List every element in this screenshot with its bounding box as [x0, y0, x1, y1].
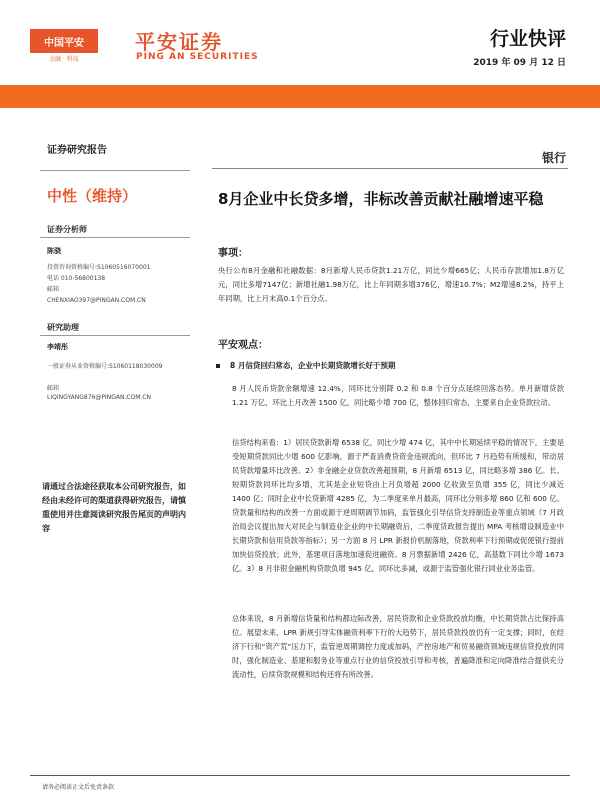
logo-subtitle: 金融 · 科技 — [49, 56, 79, 63]
analyst-email-label: 邮箱 — [47, 286, 60, 293]
views-heading: 平安观点： — [218, 340, 268, 351]
analyst-contact — [47, 262, 150, 306]
key-point-text: 8 月信贷回归常态，企业中长期贷款增长好于预期 — [230, 361, 396, 370]
report-type: 行业快评 — [489, 28, 566, 50]
footer-disclaimer: 请务必阅读正文后免责条款 — [42, 784, 115, 791]
industry-label: 银行 — [541, 151, 566, 165]
assistant-email-label: 邮箱 — [47, 385, 60, 392]
events-heading: 事项： — [218, 248, 248, 259]
report-category: 证券研究报告 — [47, 145, 107, 156]
sidebar-divider — [40, 170, 190, 171]
rating-badge: 中性（维持） — [47, 187, 138, 205]
sidebar-disclaimer: 请通过合法途径获取本公司研究报告，如经由未经许可的渠道获得研究报告，请慎重使用并注意阅读研究报告尾页的声明内容 — [42, 482, 186, 533]
brand-name-cn: 平安证券 — [135, 30, 223, 54]
footer-divider — [30, 775, 570, 776]
assistant-heading: 研究助理 — [47, 323, 79, 332]
assistant-license: 一般证券从业资格编号:S1060118030009 — [47, 363, 163, 370]
body-paragraph: 信贷结构来看：1）居民贷款新增 6538 亿，同比少增 474 亿，其中中长期延续平稳的情况下，主要是受短期贷款同比少增 600 亿影响，源于严查消费贷资金违规流向，但环比 7 月趋势有所缓和，带动居民贷款增量环比改善。2）非金融企业贷款改善超预期，8 月新增 6513 亿，同比略多增 386 亿。长、短期贷款同环比均多增，尤其是企业短贷由上月负增超 2000 亿收敛至负增 355 亿，同比少减近 1400 亿；同时企业中长贷新增 4285 亿，为二季度来单月最高，同环比分别多增 860 亿和 600 亿。贷款量和结构的改善一方面或源于逆周期调节加码，监管强化引导信贷支持制造业等重点领域（7 月政治局会议提出加大对民企与制造业企业的中长期融资后，二季度货政报告提出 MPA 考核增设制造业中长期贷款和信用贷款等指标）；另一方面 8 月 LPR 新报价机制落地，贷款利率下行预期或促使银行提前加快信贷投放；此外，基建项目落地加速促进融资。8 月票据新增 2426 亿，高基数下同比少增 1673 亿。3）8 月非银金融机构贷款负增 945 亿，同环比多减，或源于监管强化银行同业业务监管。 — [232, 438, 564, 573]
sidebar-divider — [40, 335, 190, 336]
assistant-name: 李靖彤 — [47, 343, 68, 351]
analyst-email[interactable]: CHENXIAO397@PINGAN.COM.CN — [47, 297, 146, 304]
key-point — [216, 360, 395, 371]
analyst-heading: 证券分析师 — [47, 225, 87, 234]
page-title: 8月企业中长贷多增，非标改善贡献社融增速平稳 — [218, 190, 544, 208]
analyst-license: 投资咨询资格编号:S1060516070001 — [47, 264, 151, 271]
pingan-group-logo: 中国平安 — [30, 29, 98, 53]
analyst-phone: 电话 010-56800138 — [47, 275, 106, 282]
body-paragraph: 8 月人民币贷款余额增速 12.4%，同环比分别降 0.2 和 0.8 个百分点延续回落态势。单月新增贷款 1.21 万亿，环比上月改善 1500 亿，同比略少增 700 亿，整体回归常态，主要来自企业贷款拉动。 — [232, 384, 564, 407]
bullet-icon — [216, 364, 220, 368]
assistant-email[interactable]: LIQINGYANG876@PINGAN.COM.CN — [47, 394, 152, 401]
main-divider — [212, 168, 568, 169]
report-date: 2019 年 09 月 12 日 — [473, 58, 566, 68]
sidebar-divider — [40, 237, 190, 238]
header-accent-bar — [0, 85, 600, 108]
brand-name-en: PING AN SECURITIES — [136, 52, 259, 62]
events-paragraph: 央行公布8月金融和社融数据：8月新增人民币贷款1.21万亿，同比少增665亿；人民币存款增加1.8万亿元，同比多增7147亿；新增社融1.98万亿，比上年同期多增376亿，增速10.7%；M2增速8.2%，持平上年同期，比上月末高0.1个百分点。 — [218, 266, 564, 303]
body-paragraph: 总体来说，8 月新增信贷量和结构都边际改善，居民贷款和企业贷款投放均衡，中长期贷款占比保持高位。展望未来，LPR 新规引导实体融资利率下行的大趋势下，居民贷款投放仍有一定支撑；同时，在经济下行和“资产荒”压力下，监管逆周期调控力度或加码，产控房地产和贸易融资领域违规信贷投放的同时，强化制造业、基建和服务业等重点行业的信贷投放引导和考核，普遍降准和定向降准结合提供充分流动性，后续贷款规模和结构还将有所改善。 — [232, 614, 564, 679]
analyst-name: 陈骁 — [47, 247, 61, 255]
